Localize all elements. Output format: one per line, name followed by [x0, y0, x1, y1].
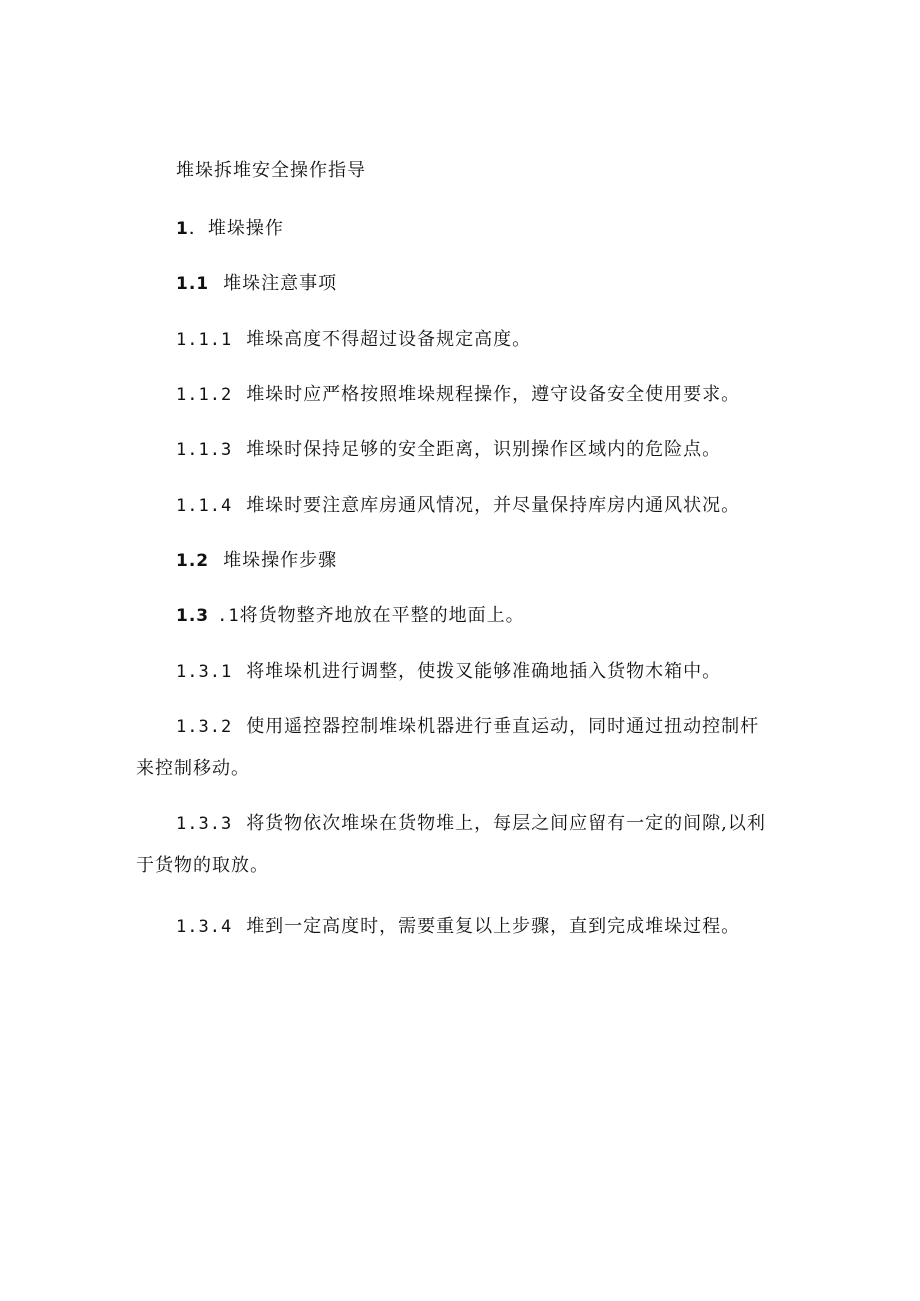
section-text: 堆垛操作步骤 [223, 550, 338, 571]
item-1-1-3 [176, 440, 721, 460]
section-1-2-heading [176, 551, 337, 571]
section-number: 1.1 [176, 274, 210, 294]
section-text: 堆垛注意事项 [223, 273, 338, 294]
section-number: 1 [176, 219, 189, 239]
item-text: 堆垛时应严格按照堆垛规程操作，遵守设备安全使用要求。 [246, 384, 741, 405]
item-1-1-1 [176, 330, 531, 350]
item-text: 堆到一定高度时，需要重复以上步骤，直到完成堆垛过程。 [246, 916, 741, 937]
section-sub-number: .1 [217, 606, 240, 626]
item-number: 1.3.2 [176, 717, 233, 737]
item-1-3-4 [176, 917, 740, 937]
item-1-3-2-line2 [136, 759, 250, 779]
item-1-3-2-line1 [176, 717, 759, 737]
item-number: 1.3.3 [176, 814, 233, 834]
document-title-text: 堆垛拆堆安全操作指导 [176, 160, 366, 181]
item-number: 1.1.2 [176, 385, 233, 405]
section-1-3-heading [176, 606, 525, 626]
section-1-1-heading [176, 274, 337, 294]
item-text: 使用遥控器控制堆垛机器进行垂直运动，同时通过扭动控制杆 [246, 716, 760, 737]
item-number: 1.3.4 [176, 917, 233, 937]
item-text: 将货物依次堆垛在货物堆上，每层之间应留有一定的间隙,以利 [246, 813, 766, 834]
section-separator: ． [188, 218, 208, 239]
item-1-1-2 [176, 385, 740, 405]
item-1-3-1 [176, 662, 721, 682]
item-text: 堆垛高度不得超过设备规定高度。 [246, 329, 532, 350]
item-text: 堆垛时要注意库房通风情况，并尽量保持库房内通风状况。 [246, 495, 741, 516]
item-number: 1.1.3 [176, 440, 233, 460]
item-number: 1.1.4 [176, 496, 233, 516]
item-text-continued: 来控制移动。 [136, 758, 250, 779]
document-title [176, 161, 366, 181]
item-1-1-4 [176, 496, 740, 516]
item-number: 1.3.1 [176, 662, 233, 682]
section-text: 堆垛操作 [207, 218, 284, 239]
section-number: 1.3 [176, 606, 210, 626]
item-text: 堆垛时保持足够的安全距离，识别操作区域内的危险点。 [246, 439, 722, 460]
item-1-3-3-line1 [176, 814, 766, 834]
section-1-heading [176, 219, 284, 239]
section-number: 1.2 [176, 551, 210, 571]
item-1-3-3-line2 [136, 856, 269, 876]
item-text: 将堆垛机进行调整，使拨叉能够准确地插入货物木箱中。 [246, 661, 722, 682]
section-text: 将货物整齐地放在平整的地面上。 [239, 605, 525, 626]
item-text-continued: 于货物的取放。 [136, 855, 269, 876]
item-number: 1.1.1 [176, 330, 233, 350]
